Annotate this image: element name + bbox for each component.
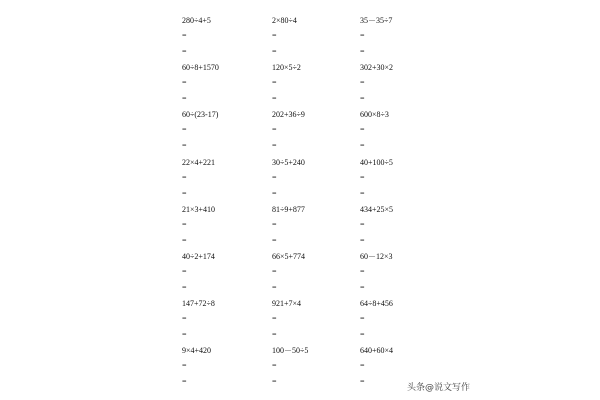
equals-sign: = bbox=[360, 314, 365, 324]
problem-expression: 147+72÷8 bbox=[182, 299, 215, 309]
problem-expression: 22×4+221 bbox=[182, 157, 216, 167]
equals-sign: = bbox=[272, 267, 277, 276]
equals-sign: = bbox=[360, 141, 365, 151]
equals-sign: = bbox=[360, 125, 365, 135]
problem-expression: 60÷8+1570 bbox=[182, 63, 219, 73]
equals-sign: = bbox=[182, 94, 187, 104]
math-problem bbox=[360, 63, 480, 110]
problem-expression: 35－35÷7 bbox=[360, 16, 393, 25]
problem-expression: 120×5÷2 bbox=[272, 63, 301, 73]
equals-sign: = bbox=[360, 172, 365, 182]
equals-sign: = bbox=[272, 219, 277, 229]
problem-expression: 202+36÷9 bbox=[272, 110, 305, 120]
equals-sign: = bbox=[182, 377, 187, 387]
equals-sign: = bbox=[272, 94, 277, 104]
problem-expression: 40÷2+174 bbox=[182, 252, 215, 261]
equals-sign: = bbox=[360, 330, 365, 340]
equals-sign: = bbox=[360, 219, 365, 229]
equals-sign: = bbox=[360, 235, 365, 245]
equals-sign: = bbox=[182, 31, 187, 40]
problem-expression: 81÷9+877 bbox=[272, 204, 305, 214]
equals-sign: = bbox=[182, 330, 187, 340]
equals-sign: = bbox=[360, 361, 365, 371]
equals-sign: = bbox=[182, 267, 187, 276]
equals-sign: = bbox=[360, 283, 365, 292]
equals-sign: = bbox=[272, 188, 277, 198]
equals-sign: = bbox=[272, 31, 277, 40]
math-problem bbox=[360, 158, 480, 205]
problem-expression: 2×80÷4 bbox=[272, 16, 297, 25]
problem-expression: 64÷8+456 bbox=[360, 299, 393, 309]
equals-sign: = bbox=[360, 31, 365, 40]
equals-sign: = bbox=[360, 267, 365, 276]
equals-sign: = bbox=[272, 125, 277, 135]
problem-expression: 434+25×5 bbox=[360, 204, 394, 214]
watermark: 头条@说文写作 bbox=[407, 383, 471, 393]
equals-sign: = bbox=[272, 47, 277, 56]
equals-sign: = bbox=[182, 283, 187, 292]
math-problem bbox=[360, 16, 480, 63]
math-problem bbox=[360, 252, 480, 299]
equals-sign: = bbox=[182, 78, 187, 88]
problem-expression: 921+7×4 bbox=[272, 299, 302, 309]
equals-sign: = bbox=[360, 78, 365, 88]
problem-expression: 9×4+420 bbox=[182, 346, 212, 356]
equals-sign: = bbox=[272, 78, 277, 88]
problem-expression: 100－50÷5 bbox=[272, 346, 309, 356]
equals-sign: = bbox=[182, 361, 187, 371]
problem-expression: 302+30×2 bbox=[360, 63, 394, 73]
equals-sign: = bbox=[272, 172, 277, 182]
equals-sign: = bbox=[272, 377, 277, 387]
math-problem bbox=[360, 205, 480, 252]
equals-sign: = bbox=[182, 219, 187, 229]
problem-expression: 66×5+774 bbox=[272, 252, 306, 261]
equals-sign: = bbox=[360, 377, 365, 387]
equals-sign: = bbox=[272, 141, 277, 151]
problem-expression: 21×3+410 bbox=[182, 204, 216, 214]
equals-sign: = bbox=[272, 314, 277, 324]
problem-expression: 60÷(23-17) bbox=[182, 110, 219, 120]
math-problem bbox=[360, 299, 480, 346]
problem-expression: 30÷5+240 bbox=[272, 157, 305, 167]
equals-sign: = bbox=[272, 330, 277, 340]
problem-expression: 280÷4+5 bbox=[182, 16, 211, 25]
math-problem bbox=[360, 110, 480, 157]
problem-expression: 600×8÷3 bbox=[360, 110, 389, 120]
problem-expression: 40+100÷5 bbox=[360, 157, 393, 167]
equals-sign: = bbox=[182, 47, 187, 56]
equals-sign: = bbox=[272, 283, 277, 292]
equals-sign: = bbox=[182, 188, 187, 198]
equals-sign: = bbox=[182, 172, 187, 182]
equals-sign: = bbox=[272, 235, 277, 245]
equals-sign: = bbox=[182, 235, 187, 245]
equals-sign: = bbox=[182, 141, 187, 151]
problem-expression: 60－12×3 bbox=[360, 252, 393, 261]
equals-sign: = bbox=[182, 314, 187, 324]
equals-sign: = bbox=[360, 188, 365, 198]
equals-sign: = bbox=[360, 94, 365, 104]
equals-sign: = bbox=[360, 47, 365, 56]
equals-sign: = bbox=[272, 361, 277, 371]
problem-expression: 640+60×4 bbox=[360, 346, 394, 356]
equals-sign: = bbox=[182, 125, 187, 135]
